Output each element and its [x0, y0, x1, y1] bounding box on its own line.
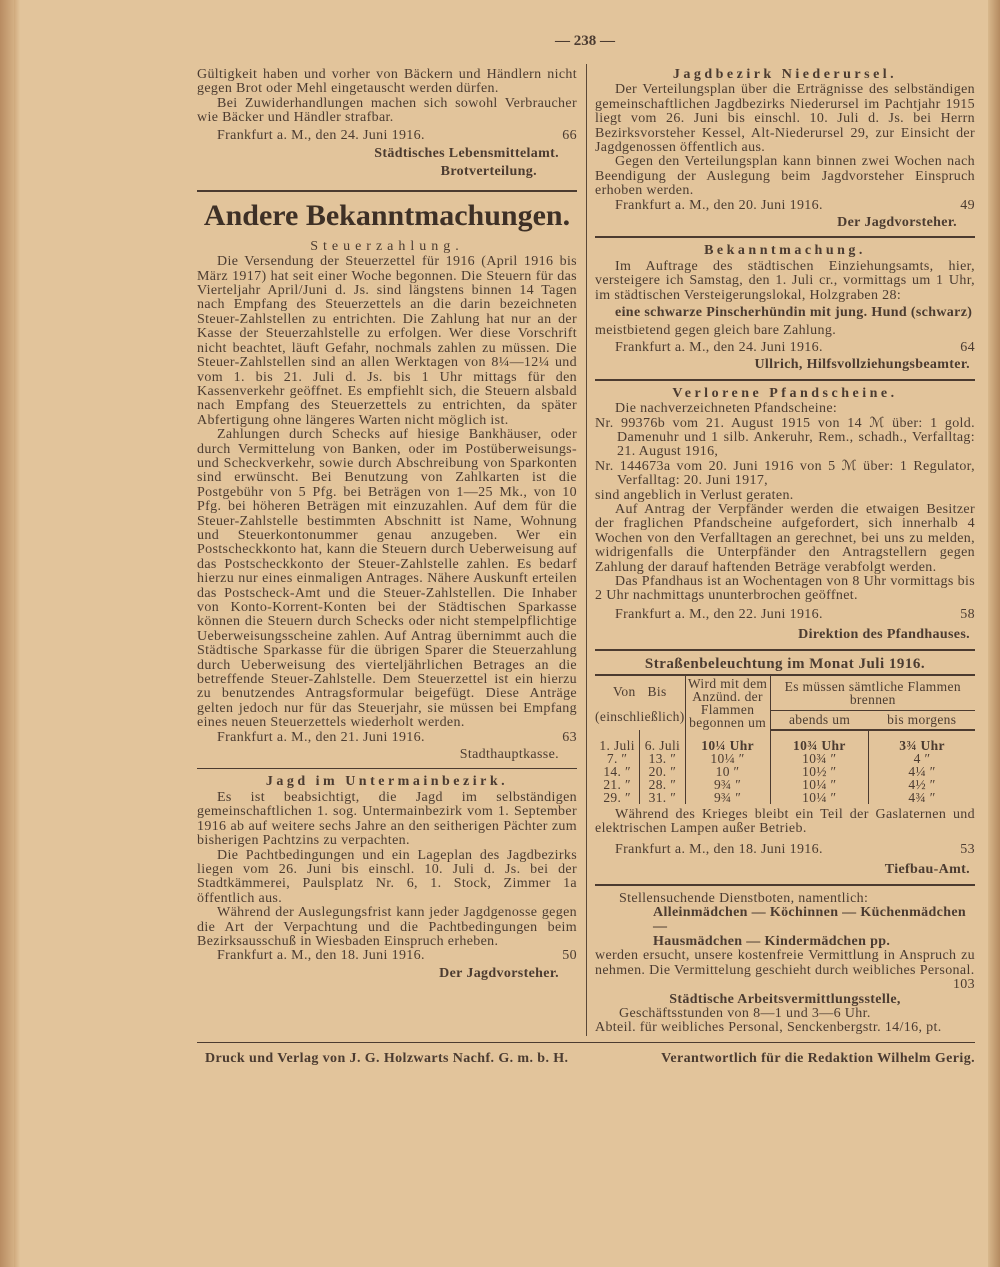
paragraph: Auf Antrag der Verpfänder werden die etwaigen Besitzer der fraglichen Pfandscheine aufgefordert, sich innerhalb 4 Wochen von den Verfalltagen an gerechnet, bei uns zu melden, widrigenfalls die Unterpfänder den Antragstellern gegen Zahlung der darauf haftenden Beträge verabfolgt werden. [595, 501, 975, 575]
left-column [197, 64, 587, 1036]
paragraph: Im Auftrage des städtischen Einziehungsamts, hier, versteigere ich Samstag, den 1. Juli cr., vormittags um 1 Uhr, im städtischen Versteigerungslokal, Holzgraben 28: [595, 258, 975, 303]
dateline [595, 843, 975, 857]
date: Frankfurt a. M., den 20. Juni 1916. [615, 197, 823, 213]
page-body [197, 64, 975, 1067]
header-inclusive: (einschließlich) [595, 709, 685, 725]
job-list: Alleinmädchen — Köchinnen — Küchenmädchen — [653, 905, 967, 935]
dateline [595, 199, 975, 213]
office-hours: Geschäftsstunden von 8—1 und 3—6 Uhr. [619, 1005, 871, 1021]
paragraph: Gültigkeit haben und vorher von Bäckern und Händlern nicht gegen Brot oder Mehl eingetauscht werden dürfen. [197, 67, 577, 97]
to-date: 6. Juli [640, 730, 685, 752]
job-list: Hausmädchen — Kindermädchen pp. [653, 933, 891, 949]
section-title: Steuerzahlung. [310, 238, 464, 254]
section-rule [197, 190, 577, 192]
paragraph: Der Verteilungsplan über die Erträgnisse des selbständigen gemeinschaftlichen Jagdbezirks Niederursel im Pachtjahr 1915 liegt vom 26. Juni bis einschl. 10. Juli d. Js. bei Herrn Bezirksvorsteher Kessel, Alt-Niederursel 29, zur Einsicht der Jagdgenossen öffentlich aus. [595, 82, 975, 156]
to-date: 20. ″ [640, 765, 685, 778]
signature: Stadthauptkasse. [459, 747, 559, 763]
dateline [197, 949, 577, 963]
book-binding-edge [0, 0, 14, 1267]
auction-notice [595, 244, 975, 372]
street-lighting-notice [595, 657, 975, 878]
morning-time: 4½ ″ [869, 778, 975, 791]
morning-time: 4 ″ [869, 752, 975, 765]
date: Frankfurt a. M., den 18. Juni 1916. [615, 841, 823, 857]
evening-time: 10½ ″ [770, 765, 868, 778]
printer-imprint: Druck und Verlag von J. G. Holzwarts Nachf. G. m. b. H. [205, 1050, 569, 1066]
paragraph: Die nachverzeichneten Pfandscheine: [615, 401, 838, 417]
page-right-edge [988, 0, 1000, 1267]
notice-number: 103 [952, 977, 975, 993]
table-row [595, 730, 975, 752]
right-column [595, 64, 975, 1036]
office-address: Abteil. für weibliches Personal, Senckenbergstr. 14/16, pt. [595, 1020, 942, 1036]
main-heading: Andere Bekanntmachungen. [203, 198, 571, 232]
start-time: 9¾ ″ [685, 791, 770, 804]
paragraph: sind angeblich in Verlust geraten. [595, 487, 794, 503]
header-morning: bis morgens [869, 710, 975, 730]
signature: Der Jagdvorsteher. [439, 965, 559, 981]
servants-intro: Stellensuchende Dienstboten, namentlich: [619, 890, 869, 906]
paragraph: Während des Krieges bleibt ein Teil der Gaslaternen und elektrischen Lampen außer Betrieb. [595, 807, 975, 837]
morning-time: 4¼ ″ [869, 765, 975, 778]
page-number: — 238 — [555, 33, 615, 49]
evening-time: 10¼ ″ [770, 778, 868, 791]
start-time: 9¾ ″ [685, 778, 770, 791]
section-rule [595, 379, 975, 381]
dateline [595, 341, 975, 355]
from-date: 14. ″ [603, 764, 631, 780]
notice-number: 66 [562, 127, 577, 143]
paragraph: Es ist beabsichtigt, die Jagd im selbständigen gemeinschaftlichen 1. sog. Untermainbezirk vom 1. September 1916 ab auf weitere sechs Jahre an den seitherigen Pächter zum bisherigen Pachtzins zu verpachten. [197, 789, 577, 849]
paragraph: Die Versendung der Steuerzettel für 1916 (April 1916 bis März 1917) hat seit einer Woche begonnen. Die Steuern für das Vierteljahr April/Juni d. Js. sind längstens binnen 14 Tagen nach Empfang des Steuerzettels an die darin bezeichneten Steuer-Zahlstellen zu entrichten. Die Zahlung hat nur an der Kasse der Steuerzahlstelle zu erfolgen. Wer diese Vorschrift nicht beachtet, läuft Gefahr, nochmals zahlen zu müssen. Die Steuer-Zahlstellen sind an allen Werktagen von 8¼—12¼ und vom 1. bis 21. Juli d. Js. bis 1 Uhr mittags für den Kassenverkehr geöffnet. Es empfiehlt sich, die Steuern alsbald nach Empfang des Steuerzettels zu entrichten, da später Abfertigung ohne längeres Warten nicht möglich ist. [197, 254, 577, 428]
from-date: 7. ″ [606, 751, 628, 767]
footer-rule [197, 1042, 975, 1043]
start-time: 10¼ ″ [685, 752, 770, 765]
lighting-rows [595, 730, 975, 804]
from-date: 21. ″ [603, 777, 631, 793]
paragraph: meistbietend gegen gleich bare Zahlung. [595, 322, 837, 338]
header-all-lamps: Es müssen sämtliche Flammen brennen [770, 676, 975, 710]
columns [197, 64, 975, 1036]
section-rule [595, 884, 975, 886]
signature: Städtisches Lebensmittelamt. [374, 146, 559, 162]
dateline [595, 608, 975, 622]
section-title: Jagdbezirk Niederursel. [672, 67, 898, 82]
notice-number: 63 [562, 729, 577, 745]
notice-number: 53 [960, 841, 975, 857]
editor-imprint: Verantwortlich für die Redaktion Wilhelm Gerig. [661, 1050, 975, 1066]
to-date: 31. ″ [640, 791, 685, 804]
header-start: Wird mit dem Anzünd. der Flammen begonnen um [685, 676, 770, 730]
signature: Direktion des Pfandhauses. [798, 627, 970, 643]
from-date: 29. ″ [603, 790, 631, 806]
section-title: Verlorene Pfandscheine. [672, 385, 898, 401]
header-evening: abends um [770, 710, 868, 730]
start-time: 10¼ Uhr [685, 730, 770, 752]
section-rule [197, 768, 577, 769]
evening-time: 10¼ ″ [770, 791, 868, 804]
paragraph: Während der Auslegungsfrist kann jeder Jagdgenosse gegen die Art der Verpachtung und die Pachtbedingungen beim Bezirksausschuß in Wiesbaden Einspruch erheben. [197, 905, 577, 949]
to-date: 13. ″ [640, 752, 685, 765]
start-time: 10 ″ [685, 765, 770, 778]
date: Frankfurt a. M., den 24. Juni 1916. [615, 339, 823, 355]
hunt-notice [197, 775, 577, 981]
evening-time: 10¾ ″ [770, 752, 868, 765]
lighting-table [595, 676, 975, 804]
bread-notice [197, 64, 577, 180]
pawn-ticket: Nr. 144673a vom 20. Juni 1916 von 5 ℳ über: 1 Regulator, Verfalltag: 20. Juni 1917, [595, 458, 975, 489]
notice-number: 64 [960, 339, 975, 355]
tax-notice [197, 240, 577, 763]
evening-time: 10¾ Uhr [770, 730, 868, 752]
dateline [197, 129, 577, 143]
signature: Tiefbau-Amt. [884, 862, 970, 878]
dateline [197, 731, 577, 745]
paragraph: Das Pfandhaus ist an Wochentagen von 8 Uhr vormittags bis 2 Uhr nachmittags ununterbrochen geöffnet. [595, 574, 975, 604]
signature: Ullrich, Hilfsvollziehungsbeamter. [754, 357, 970, 373]
page-fold [14, 0, 20, 1267]
section-title: Jagd im Untermainbezirk. [265, 774, 509, 790]
niederursel-notice [595, 64, 975, 230]
header-von: Von [613, 684, 636, 700]
to-date: 28. ″ [640, 778, 685, 791]
paragraph: Die Pachtbedingungen und ein Lageplan des Jagdbezirks liegen vom 26. Juni bis einschl. 10. Juli d. Js. bei der Stadtkämmerei, Paulsplatz Nr. 6, 1. Stock, Zimmer 1a öffentlich aus. [197, 847, 577, 906]
header-bis: Bis [647, 684, 667, 700]
paragraph: Gegen den Verteilungsplan kann binnen zwei Wochen nach Beendigung der Auslegung beim Jagdvorsteher Einspruch erhoben werden. [595, 154, 975, 199]
section-title: Straßenbeleuchtung im Monat Juli 1916. [644, 655, 926, 672]
notice-number: 50 [562, 948, 577, 964]
pawn-ticket: Nr. 99376b vom 21. August 1915 von 14 ℳ über: 1 gold. Damenuhr und 1 silb. Ankeruhr, Rem., schadh., Verfalltag: 21. August 1916, [595, 415, 975, 460]
date: Frankfurt a. M., den 21. Juni 1916. [217, 729, 425, 745]
morning-time: 3¾ Uhr [869, 730, 975, 752]
date: Frankfurt a. M., den 18. Juni 1916. [217, 948, 425, 964]
paragraph: Zahlungen durch Schecks auf hiesige Bankhäuser, oder durch Vermittelung von Banken, oder im Postüberweisungs- und Scheckverkehr, sowie durch Abschreibung von Sparkonten sind erwünscht. Bei Benutzung von Zahlkarten ist die Postgebühr von 5 Pfg. bei Beträgen von 1—25 Mk., von 10 Pfg. bei höheren Beträgen mit einzuzahlen. Auf dem für die Steuer-Zahlstelle bestimmten Abschnitt ist Name, Wohnung und Steuerkontonummer genau anzugeben. Wer ein Postscheckkonto hat, kann die Steuern durch Ueberweisung auf das Postscheckkonto der Steuer-Zahlstelle zahlen. Es bedarf hierzu nur eines einmaligen Antrages. Nähere Auskunft erteilen das Postscheck-Amt und die Steuer-Zahlstellen. Die Inhaber von Konto-Korrent-Konten bei der Städtischen Sparkasse können die Steuern durch Schecks oder nicht stempelpflichtige Ueberweisungsscheine zahlen. Auf Antrag übernimmt auch die Städtische Sparkasse für die übrigen Sparer die Steuerzahlung durch Ueberweisung des vierteljährlichen Betrages an die betreffende Steuer-Zahlstelle. Dem Steuerzettel ist ein hierzu zu benutzendes Antragsformular beigefügt. Diese Anträge gelten jedoch nur für das Steuerjahr, sie müssen bei Empfang eines neuen Steuerzettels wiederholt werden. [197, 427, 577, 731]
section-rule [595, 236, 975, 238]
date-range-header [595, 676, 685, 730]
notice-number: 49 [960, 197, 975, 213]
from-date: 1. Juli [599, 737, 635, 753]
morning-time: 4¾ ″ [869, 791, 975, 804]
section-title: Bekanntmachung. [704, 243, 866, 259]
auction-item: eine schwarze Pinscherhündin mit jung. Hund (schwarz) [615, 305, 973, 321]
section-rule [595, 649, 975, 651]
date: Frankfurt a. M., den 24. Juni 1916. [217, 127, 425, 143]
date: Frankfurt a. M., den 22. Juni 1916. [615, 606, 823, 622]
servants-notice [595, 892, 975, 1036]
notice-number: 58 [960, 606, 975, 622]
table-row [595, 791, 975, 804]
signature: Der Jagdvorsteher. [837, 215, 957, 231]
office-name: Städtische Arbeitsvermittlungsstelle, [669, 991, 901, 1007]
paragraph: Bei Zuwiderhandlungen machen sich sowohl Verbraucher wie Bäcker und Händler strafbar. [197, 95, 577, 126]
imprint-footer [197, 1051, 975, 1067]
pawn-notice [595, 387, 975, 643]
signature-sub: Brotverteilung. [440, 164, 537, 180]
paragraph: werden ersucht, unsere kostenfreie Vermittlung in Anspruch zu nehmen. Die Vermittelung geschieht durch weibliches Personal. [595, 948, 975, 978]
